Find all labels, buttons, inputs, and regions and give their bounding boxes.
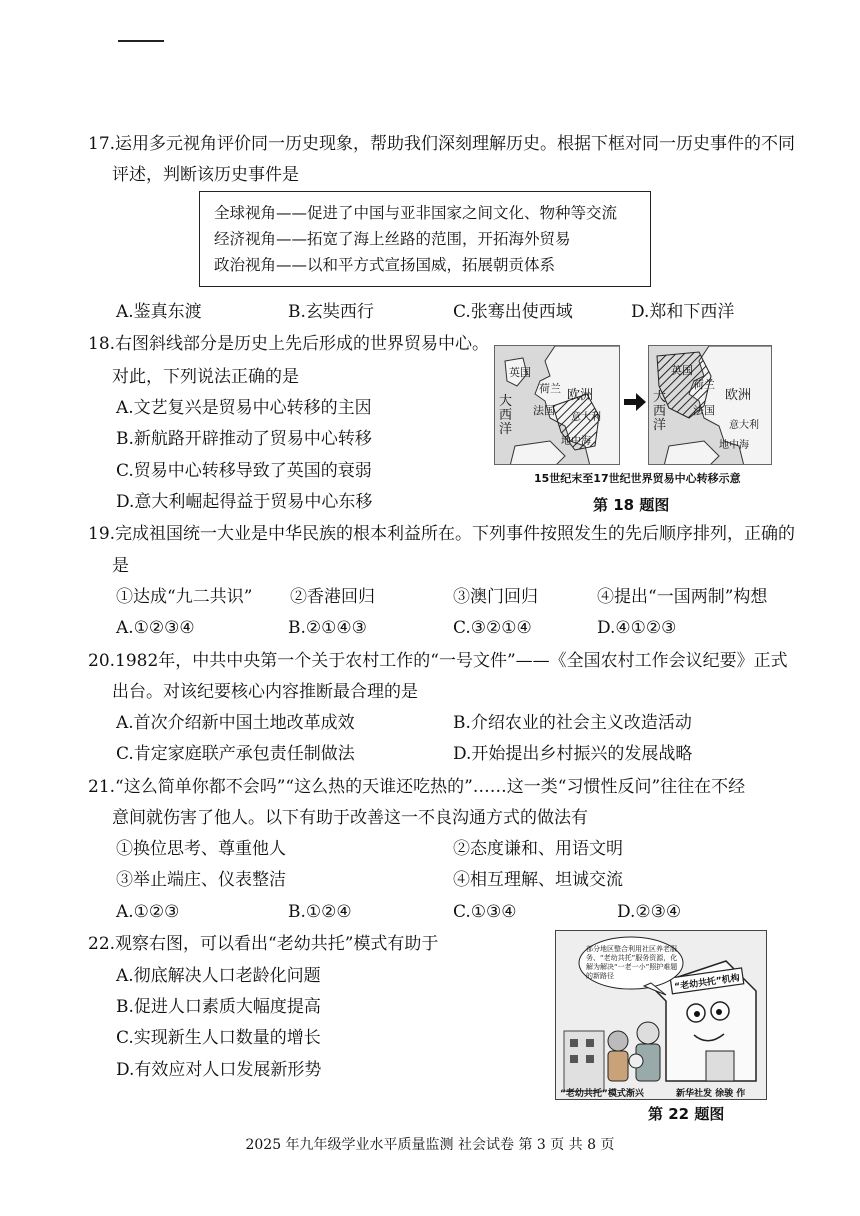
q17-stem-line1: 17.运用多元视角评价同一历史现象，帮助我们深刻理解历史。根据下框对同一历史事件的不同 [88, 134, 796, 154]
map-caption: 15世纪末至17世纪世界贸易中心转移示意 [534, 472, 741, 485]
q19-option-c: C.③②①④ [453, 618, 532, 638]
map-label: 英国 [671, 364, 693, 377]
q22-option-d: D.有效应对人口发展新形势 [116, 1060, 322, 1080]
arrow-icon [624, 393, 646, 415]
map-label: 欧洲 [725, 388, 752, 403]
q17-quote-line: 经济视角——拓宽了海上丝路的范围，开拓海外贸易 [214, 230, 571, 248]
q18-option-a: A.文艺复兴是贸易中心转移的主因 [116, 398, 372, 418]
map-label: 西 [499, 408, 513, 423]
q20-option-c: C.肯定家庭联产承包责任制做法 [116, 744, 355, 764]
map-label: 洋 [499, 422, 513, 437]
cartoon-sign: “老幼共托”机构 [673, 973, 741, 993]
q18-figure-caption: 第 18 题图 [593, 496, 670, 514]
q19-item-2: ②香港回归 [290, 587, 375, 607]
q19-stem-line2: 是 [112, 556, 129, 576]
q22-option-a: A.彻底解决人口老龄化问题 [116, 966, 321, 986]
header-rule [118, 40, 164, 42]
q19-item-1: ①达成“九二共识” [116, 587, 253, 607]
q22-stem-line1: 22.观察右图，可以看出“老幼共托”模式有助于 [88, 934, 439, 954]
q20-stem-line2: 出台。对该纪要核心内容推断最合理的是 [112, 682, 418, 702]
map-label: 洋 [653, 418, 667, 433]
cartoon-caption-right: 新华社发 徐骏 作 [676, 1089, 746, 1099]
cartoon-caption-left: “老幼共托”模式渐兴 [560, 1089, 644, 1099]
q22-option-c: C.实现新生人口数量的增长 [116, 1028, 321, 1048]
map-label: 英国 [509, 366, 531, 379]
q17-quote-line: 全球视角——促进了中国与亚非国家之间文化、物种等交流 [214, 204, 618, 222]
q22-cartoon [555, 930, 767, 1100]
q21-option-b: B.①②④ [288, 902, 352, 922]
q19-item-3: ③澳门回归 [453, 587, 538, 607]
q17-stem-line2: 评述，判断该历史事件是 [112, 165, 299, 185]
q22-figure-caption: 第 22 题图 [648, 1105, 725, 1123]
page-footer: 2025 年九年级学业水平质量监测 社会试卷 第 3 页 共 8 页 [245, 1137, 615, 1153]
q20-stem-line1: 20.1982年，中共中央第一个关于农村工作的“一号文件”——《全国农村工作会议纪要》正式 [88, 651, 788, 671]
q18-option-b: B.新航路开辟推动了贸易中心转移 [116, 429, 372, 449]
q21-item-2: ②态度谦和、用语文明 [453, 839, 623, 859]
q20-option-b: B.介绍农业的社会主义改造活动 [453, 713, 692, 733]
q21-stem-line2: 意间就伤害了他人。以下有助于改善这一不良沟通方式的做法有 [112, 808, 588, 828]
q18-stem-line2: 对此，下列说法正确的是 [112, 367, 299, 387]
q17-quote-box [199, 191, 651, 287]
q18-stem-line1: 18.右图斜线部分是历史上先后形成的世界贸易中心。 [88, 334, 490, 354]
map-label: 意大利 [729, 420, 759, 431]
q21-option-d: D.②③④ [617, 902, 682, 922]
map-label: 欧洲 [567, 388, 594, 403]
q17-option-b: B.玄奘西行 [288, 302, 374, 322]
map-label: 大 [499, 394, 513, 409]
q17-option-a: A.鉴真东渡 [116, 302, 202, 322]
map-label: 荷兰 [539, 382, 561, 395]
map-label: 地中海 [719, 440, 749, 451]
map-15th-century [494, 345, 620, 465]
map-label: 地中海 [561, 436, 591, 447]
q21-stem-line1: 21.“这么简单你都不会吗”“这么热的天谁还吃热的”……这一类“习惯性反问”往往在不经 [88, 777, 746, 797]
map-label: 大 [653, 390, 667, 405]
q19-stem-line1: 19.完成祖国统一大业是中华民族的根本利益所在。下列事件按照发生的先后顺序排列，正确的 [88, 524, 796, 544]
q17-option-c: C.张骞出使西域 [453, 302, 573, 322]
q19-item-4: ④提出“一国两制”构想 [597, 587, 768, 607]
q20-option-a: A.首次介绍新中国土地改革成效 [116, 713, 355, 733]
map-label: 法国 [533, 404, 555, 417]
map-17th-century [648, 345, 772, 465]
q21-item-3: ③举止端庄、仪表整洁 [116, 870, 286, 890]
q21-option-c: C.①③④ [453, 902, 517, 922]
q21-item-4: ④相互理解、坦诚交流 [453, 870, 623, 890]
q19-option-a: A.①②③④ [116, 618, 195, 638]
map-label: 西 [653, 404, 667, 419]
q19-option-d: D.④①②③ [597, 618, 677, 638]
cartoon-speech-bubble: 部分地区整合利用社区养老服务、“老幼共托”服务资源，化解为解决“一老一小”照护难题的新路径 [586, 945, 678, 980]
q17-option-d: D.郑和下西洋 [631, 302, 735, 322]
q22-option-b: B.促进人口素质大幅度提高 [116, 997, 321, 1017]
map-label: 法国 [693, 404, 715, 417]
q20-option-d: D.开始提出乡村振兴的发展战略 [453, 744, 693, 764]
q18-option-d: D.意大利崛起得益于贸易中心东移 [116, 492, 373, 512]
map-label: 意大利 [571, 412, 601, 423]
q21-item-1: ①换位思考、尊重他人 [116, 839, 286, 859]
q19-option-b: B.②①④③ [288, 618, 367, 638]
q17-quote-line: 政治视角——以和平方式宣扬国威，拓展朝贡体系 [214, 256, 556, 274]
q18-option-c: C.贸易中心转移导致了英国的衰弱 [116, 461, 372, 481]
map-label: 荷兰 [693, 378, 715, 391]
q21-option-a: A.①②③ [116, 902, 180, 922]
